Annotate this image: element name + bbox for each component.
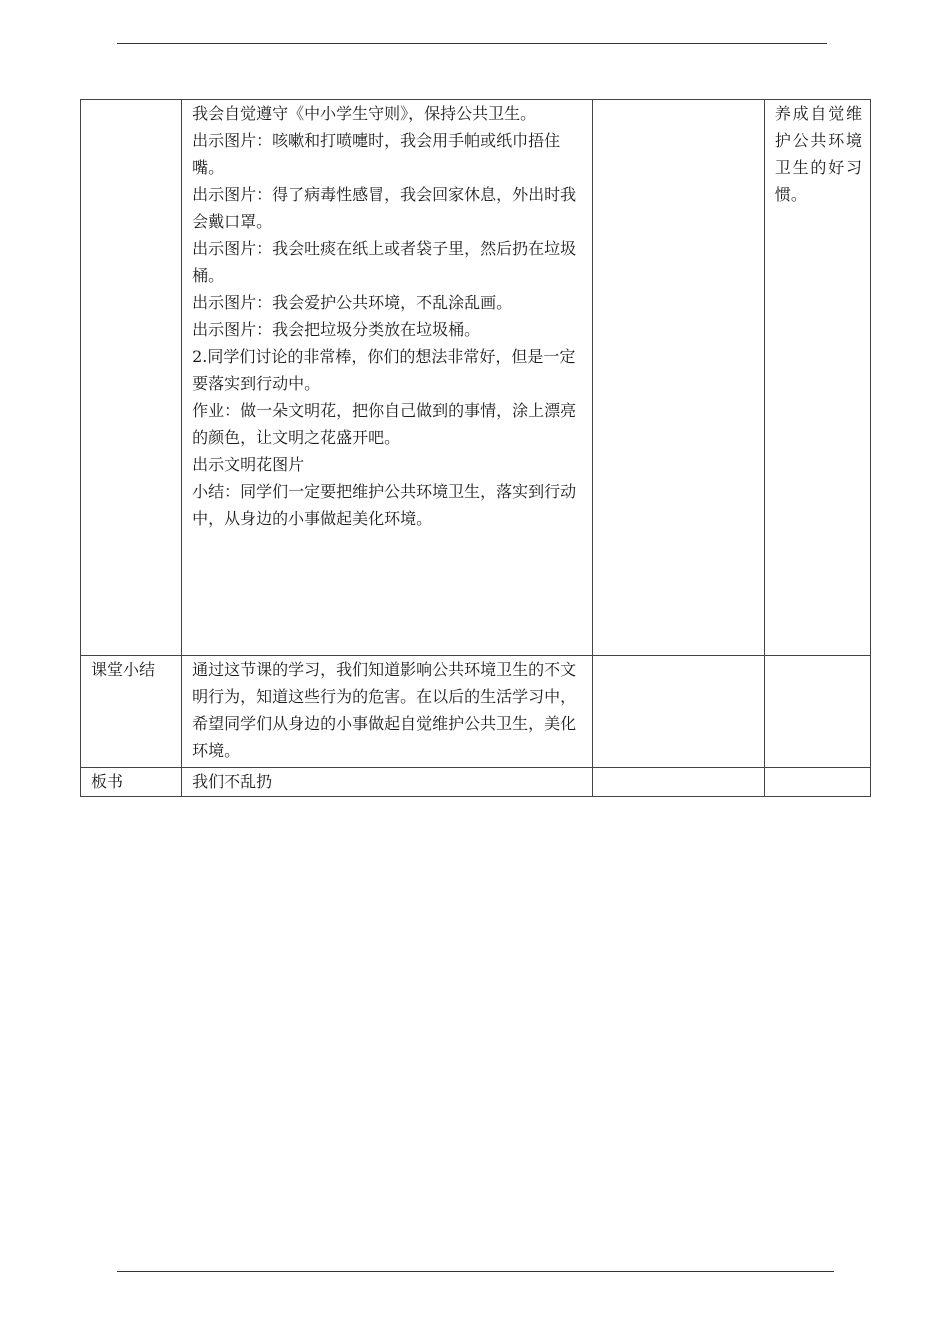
empty-cell bbox=[592, 768, 764, 797]
activity-line: 我会自觉遵守《中小学生守则》，保持公共卫生。 bbox=[192, 104, 537, 123]
activity-line: 出示文明花图片 bbox=[192, 455, 305, 474]
board-writing-cell bbox=[182, 768, 593, 797]
activity-line: 2.同学们讨论的非常棒，你们的想法非常好，但是一定要落实到行动中。 bbox=[192, 347, 576, 393]
summary-text: 通过这节课的学习，我们知道影响公共环境卫生的不文明行为，知道这些行为的危害。在以后的生活学习中，希望同学们从身边的小事做起自觉维护公共卫生，美化环境。 bbox=[192, 660, 577, 760]
empty-cell bbox=[764, 768, 870, 797]
summary-cell bbox=[182, 656, 593, 768]
row-label-cell bbox=[81, 768, 182, 797]
footer-rule bbox=[117, 1271, 834, 1272]
student-activity-cell bbox=[592, 100, 764, 656]
empty-cell bbox=[592, 656, 764, 768]
board-writing-text: 我们不乱扔 bbox=[192, 772, 273, 791]
activity-line: 出示图片：我会把垃圾分类放在垃圾桶。 bbox=[192, 320, 481, 339]
activity-line: 出示图片：我会爱护公共环境，不乱涂乱画。 bbox=[192, 293, 513, 312]
row-label-cell bbox=[81, 100, 182, 656]
activity-line: 出示图片：咳嗽和打喷嚏时，我会用手帕或纸巾捂住嘴。 bbox=[192, 131, 561, 177]
header-rule bbox=[117, 43, 827, 44]
activity-line: 小结：同学们一定要把维护公共环境卫生，落实到行动中，从身边的小事做起美化环境。 bbox=[192, 482, 577, 528]
row-label-cell bbox=[81, 656, 182, 768]
activity-text bbox=[182, 100, 592, 532]
table-row bbox=[81, 100, 871, 656]
goal-cell bbox=[764, 100, 870, 656]
empty-cell bbox=[764, 656, 870, 768]
row-label: 板书 bbox=[91, 772, 124, 791]
goal-text: 养成自觉维护公共环境卫生的好习惯。 bbox=[774, 104, 862, 204]
row-label: 课堂小结 bbox=[91, 660, 156, 679]
activity-line: 出示图片：我会吐痰在纸上或者袋子里，然后扔在垃圾桶。 bbox=[192, 239, 577, 285]
activity-line: 作业：做一朵文明花，把你自己做到的事情，涂上漂亮的颜色，让文明之花盛开吧。 bbox=[192, 401, 577, 447]
table-row bbox=[81, 768, 871, 797]
activity-line: 出示图片：得了病毒性感冒，我会回家休息，外出时我会戴口罩。 bbox=[192, 185, 577, 231]
lesson-plan-table bbox=[80, 99, 871, 797]
table-row bbox=[81, 656, 871, 768]
activity-cell bbox=[182, 100, 593, 656]
